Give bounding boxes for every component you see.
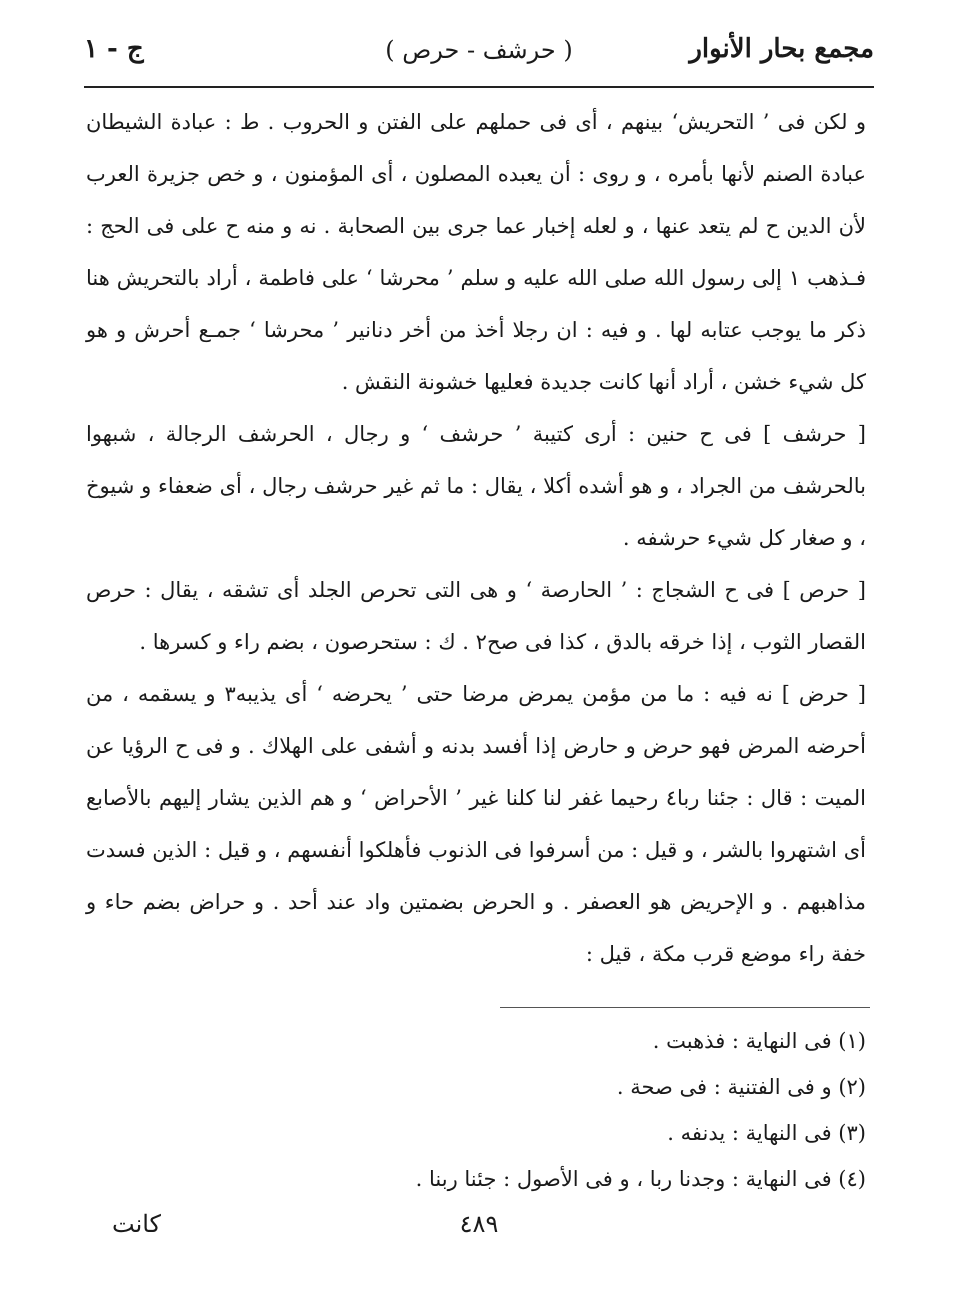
entry-haras: [ حرص ] فى ح الشجاج : ’ الحارصة ‘ و هى التى تحرص الجلد أى تشقه ، يقال : حرص القصار الثوب ، إذا خرقه بالدق ، كذا فى صح٢ . ك : ستحرصون ، بضم راء و كسرها . — [86, 578, 866, 654]
footnote-1: (١) فى النهاية : فذهبت . — [652, 1029, 866, 1053]
header-rule — [84, 86, 874, 88]
catchword: كانت — [112, 1210, 161, 1238]
footnote-4: (٤) فى النهاية : وجدنا ربا ، و فى الأصول : جئنا ربنا . — [415, 1167, 866, 1191]
footnote-3: (٣) فى النهاية : يدنفه . — [667, 1121, 866, 1145]
page-number: ٤٨٩ — [459, 1210, 499, 1238]
footnotes — [86, 1018, 866, 1202]
entry-harshaf: [ حرشف ] فى ح حنين : أرى كتيبة ’ حرشف ‘ و رجال ، الحرشف الرجالة ، شبهوا بالحرشف من الجراد ، و هو أشده أكلا ، يقال : ما ثم غير حرشف رجال ، أى ضعفاء و شيوخ ، و صغار كل شيء حرشفه . — [86, 422, 866, 550]
running-header — [84, 28, 874, 76]
section-title: ( حرشف - حرص ) — [385, 36, 573, 64]
entry-harad: [ حرض ] نه فيه : ما من مؤمن يمرض مرضا حتى ’ يحرضه ‘ أى يذيبه٣ و يسقمه ، من أحرضه المرض فهو حرض و حارض إذا أفسد بدنه و أشفى على الهلاك . و فى ح الرؤيا عن الميت : قال : جئنا ربا٤ رحيما غفر لنا كلنا غير ’ الأحراض ‘ و هم الذين يشار إليهم بالأصابع أى اشتهروا بالشر ، و قيل : من أسرفوا فى الذنوب فأهلكوا أنفسهم ، و قيل : الذين فسدت مذاهبهم . و الإحريض هو العصفر . و الحرض بضمتين واد عند أحد . و حراض بضم حاء و خفة راء موضع قرب مكة ، قيل : — [86, 682, 866, 966]
book-title: مجمع بحار الأنوار — [689, 34, 874, 64]
volume-number: ج - ١ — [84, 34, 144, 64]
footnote-2: (٢) و فى الفتنية : فى صحة . — [616, 1075, 866, 1099]
footnote-rule — [500, 1007, 870, 1008]
paragraph-continuation: و لكن فى ’ التحريش‘ بينهم ، أى فى حملهم على الفتن و الحروب . ط : عبادة الشيطان عبادة الصنم لأنها بأمره ، و روى : أن يعبده المصلون ، أى المؤمنون ، و خص جزيرة العرب لأن الدين ح لم يتعد عنها ، و لعله إخبار عما جرى بين الصحابة . نه و منه ح على فى الحج : فـذهب ١ إلى رسول الله صلى الله عليه و سلم ’ محرشا ‘ على فاطمة ، أراد بالتحريش هنا ذكر ما يوجب عتابه لها . و فيه : ان رجلا أخذ من أخر دنانير ’ محرشا ‘ جمـع أحرش و هو كل شيء خشن ، أراد أنها كانت جديدة فعليها خشونة النقش . — [86, 110, 866, 394]
main-text — [86, 96, 866, 980]
